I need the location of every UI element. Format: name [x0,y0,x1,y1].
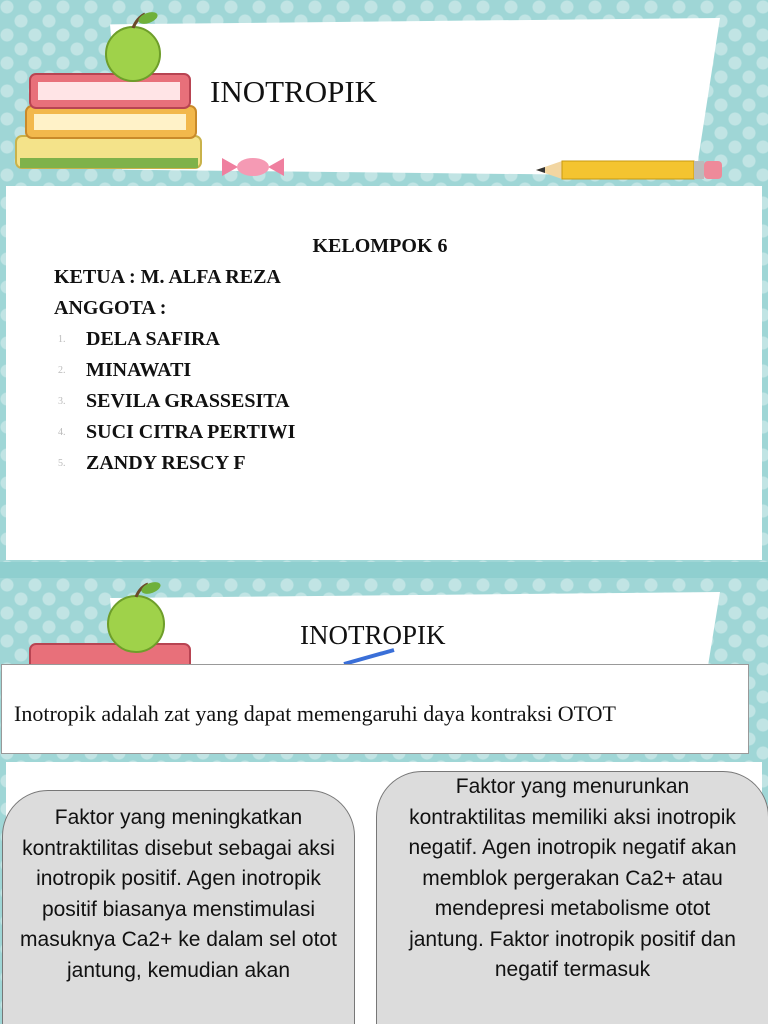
definition-box [1,664,749,754]
positive-inotropic-text: Faktor yang meningkatkan kontraktilitas disebut sebagai aksi inotropik positif. Agen inotropik positif biasanya menstimulasi masuknya Ca2+ ke dalam sel otot jantung, kemudian akan [20,806,337,982]
member-list [54,324,734,479]
slide-1-content [54,231,734,479]
member-name: DELA SAFIRA [86,328,220,350]
list-item [54,448,734,479]
slide-2-title: INOTROPIK [300,620,446,650]
members-heading: ANGGOTA : [54,297,167,319]
member-name: SUCI CITRA PERTIWI [86,421,296,443]
list-item [54,355,734,386]
slide-1-title: INOTROPIK [210,74,378,109]
group-heading: KELOMPOK 6 [312,235,448,257]
list-number: 4. [58,427,66,438]
member-name: SEVILA GRASSESITA [86,390,290,412]
list-item [54,324,734,355]
negative-inotropic-box [376,771,768,1024]
list-item [54,386,734,417]
definition-text: Inotropik adalah zat yang dapat memengaruhi daya kontraksi OTOT [14,701,616,726]
list-number: 1. [58,334,66,345]
negative-inotropic-text: Faktor yang menurunkan kontraktilitas memiliki aksi inotropik negatif. Agen inotropik negatif akan memblok pergerakan Ca2+ atau mendepresi metabolisme otot jantung. Faktor inotropik positif dan negatif termasuk [408,775,737,981]
leader-text: KETUA : M. ALFA REZA [54,266,281,288]
list-item [54,417,734,448]
member-name: MINAWATI [86,359,192,381]
list-number: 5. [58,458,66,469]
positive-inotropic-box [2,790,355,1024]
list-number: 2. [58,365,66,376]
member-name: ZANDY RESCY F [86,452,246,474]
candy-icon [222,156,284,178]
list-number: 3. [58,396,66,407]
books-apple-icon [8,8,213,183]
pencil-icon [536,158,726,182]
slide-2 [0,578,768,1024]
